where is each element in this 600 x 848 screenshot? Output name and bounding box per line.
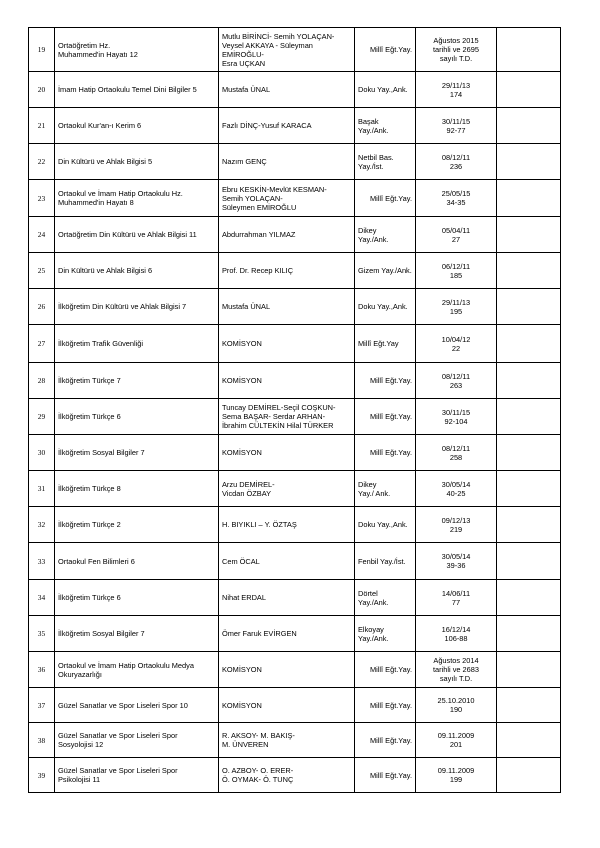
row-number-cell: 28 <box>29 363 55 399</box>
book-title-cell: İlköğretim Türkçe 2 <box>55 507 219 543</box>
approval-date-cell: 08/12/11 258 <box>416 435 497 471</box>
publisher-cell: Doku Yay.,Ank. <box>355 289 416 325</box>
authors-cell: Mustafa ÜNAL <box>219 72 355 108</box>
book-title-cell: İlköğretim Türkçe 6 <box>55 399 219 435</box>
table-row <box>29 217 561 253</box>
empty-cell <box>497 363 561 399</box>
table-row <box>29 688 561 723</box>
empty-cell <box>497 723 561 758</box>
approval-date-cell: 25.10.2010 190 <box>416 688 497 723</box>
row-number-cell: 26 <box>29 289 55 325</box>
empty-cell <box>497 253 561 289</box>
book-title-cell: İlköğretim Sosyal Bilgiler 7 <box>55 435 219 471</box>
publisher-cell: Başak Yay./Ank. <box>355 108 416 144</box>
empty-cell <box>497 435 561 471</box>
table-row <box>29 108 561 144</box>
empty-cell <box>497 289 561 325</box>
empty-cell <box>497 325 561 363</box>
row-number-cell: 27 <box>29 325 55 363</box>
publisher-cell: Doku Yay.,Ank. <box>355 507 416 543</box>
authors-cell: Ömer Faruk EVİRGEN <box>219 616 355 652</box>
table-row <box>29 399 561 435</box>
publisher-cell: Millî Eğt.Yay. <box>355 399 416 435</box>
authors-cell: Fazlı DİNÇ-Yusuf KARACA <box>219 108 355 144</box>
table-row <box>29 144 561 180</box>
empty-cell <box>497 580 561 616</box>
empty-cell <box>497 471 561 507</box>
book-title-cell: İlköğretim Türkçe 6 <box>55 580 219 616</box>
row-number-cell: 32 <box>29 507 55 543</box>
row-number-cell: 33 <box>29 543 55 580</box>
table-row <box>29 471 561 507</box>
table-row <box>29 325 561 363</box>
table-row <box>29 507 561 543</box>
book-title-cell: Ortaöğretim Din Kültürü ve Ahlak Bilgisi 11 <box>55 217 219 253</box>
row-number-cell: 35 <box>29 616 55 652</box>
publisher-cell: Fenbil Yay./İst. <box>355 543 416 580</box>
publisher-cell: Millî Eğt.Yay. <box>355 435 416 471</box>
approval-date-cell: 14/06/11 77 <box>416 580 497 616</box>
empty-cell <box>497 507 561 543</box>
table-row <box>29 723 561 758</box>
authors-cell: KOMİSYON <box>219 325 355 363</box>
publisher-cell: Doku Yay.,Ank. <box>355 72 416 108</box>
book-title-cell: Ortaokul ve İmam Hatip Ortaokulu Medya Okuryazarlığı <box>55 652 219 688</box>
book-title-cell: Ortaokul Fen Bilimleri 6 <box>55 543 219 580</box>
row-number-cell: 20 <box>29 72 55 108</box>
authors-cell: H. BIYIKLI – Y. ÖZTAŞ <box>219 507 355 543</box>
row-number-cell: 36 <box>29 652 55 688</box>
authors-cell: Mutlu BİRİNCİ- Semih YOLAÇAN- Veysel AKKAYA - Süleyman EMİROĞLU- Esra UÇKAN <box>219 28 355 72</box>
publisher-cell: Dörtel Yay./Ank. <box>355 580 416 616</box>
approval-date-cell: 30/05/14 40-25 <box>416 471 497 507</box>
row-number-cell: 21 <box>29 108 55 144</box>
approval-date-cell: 06/12/11 185 <box>416 253 497 289</box>
row-number-cell: 29 <box>29 399 55 435</box>
authors-cell: KOMİSYON <box>219 363 355 399</box>
book-title-cell: İlköğretim Türkçe 8 <box>55 471 219 507</box>
authors-cell: Arzu DEMİREL- Vicdan ÖZBAY <box>219 471 355 507</box>
authors-cell: Ebru KESKİN-Mevlüt KESMAN- Semih YOLAÇAN- Süleymen EMİROĞLU <box>219 180 355 217</box>
publisher-cell: Millî Eğt.Yay. <box>355 688 416 723</box>
publisher-cell: Millî Eğt.Yay. <box>355 758 416 793</box>
approval-date-cell: 05/04/11 27 <box>416 217 497 253</box>
approval-date-cell: Ağustos 2014 tarihli ve 2683 sayılı T.D. <box>416 652 497 688</box>
approval-date-cell: 29/11/13 174 <box>416 72 497 108</box>
approval-date-cell: 10/04/12 22 <box>416 325 497 363</box>
empty-cell <box>497 72 561 108</box>
authors-cell: KOMİSYON <box>219 652 355 688</box>
publisher-cell: Millî Eğt.Yay. <box>355 28 416 72</box>
row-number-cell: 34 <box>29 580 55 616</box>
book-title-cell: Ortaokul ve İmam Hatip Ortaokulu Hz. Muhammed'in Hayatı 8 <box>55 180 219 217</box>
empty-cell <box>497 758 561 793</box>
authors-cell: Prof. Dr. Recep KILIÇ <box>219 253 355 289</box>
authors-cell: O. AZBOY- O. ERER- Ö. OYMAK- Ö. TUNÇ <box>219 758 355 793</box>
book-title-cell: İlköğretim Türkçe 7 <box>55 363 219 399</box>
table-row <box>29 363 561 399</box>
table-row <box>29 616 561 652</box>
row-number-cell: 38 <box>29 723 55 758</box>
publisher-cell: Millî Eğt.Yay. <box>355 363 416 399</box>
approval-date-cell: 08/12/11 236 <box>416 144 497 180</box>
publisher-cell: Gizem Yay./Ank. <box>355 253 416 289</box>
table-row <box>29 180 561 217</box>
publisher-cell: Elkoyay Yay./Ank. <box>355 616 416 652</box>
book-title-cell: Ortaokul Kur'an-ı Kerim 6 <box>55 108 219 144</box>
approval-date-cell: 30/11/15 92-104 <box>416 399 497 435</box>
publisher-cell: Millî Eğt.Yay <box>355 325 416 363</box>
authors-cell: Abdurrahman YILMAZ <box>219 217 355 253</box>
publisher-cell: Dikey Yay./Ank. <box>355 217 416 253</box>
empty-cell <box>497 652 561 688</box>
approval-date-cell: 25/05/15 34-35 <box>416 180 497 217</box>
approval-date-cell: 09/12/13 219 <box>416 507 497 543</box>
table-row <box>29 543 561 580</box>
table-body <box>29 28 561 793</box>
publisher-cell: Dikey Yay./ Ank. <box>355 471 416 507</box>
book-title-cell: Güzel Sanatlar ve Spor Liseleri Spor 10 <box>55 688 219 723</box>
authors-cell: Nazım GENÇ <box>219 144 355 180</box>
row-number-cell: 22 <box>29 144 55 180</box>
row-number-cell: 23 <box>29 180 55 217</box>
book-title-cell: İlköğretim Sosyal Bilgiler 7 <box>55 616 219 652</box>
row-number-cell: 24 <box>29 217 55 253</box>
table-row <box>29 435 561 471</box>
book-title-cell: Din Kültürü ve Ahlak Bilgisi 5 <box>55 144 219 180</box>
book-title-cell: Ortaöğretim Hz. Muhammed'in Hayatı 12 <box>55 28 219 72</box>
approval-date-cell: 30/05/14 39-36 <box>416 543 497 580</box>
publisher-cell: Millî Eğt.Yay. <box>355 180 416 217</box>
row-number-cell: 39 <box>29 758 55 793</box>
book-list-table <box>28 27 561 793</box>
empty-cell <box>497 180 561 217</box>
book-title-cell: İlköğretim Trafik Güvenliği <box>55 325 219 363</box>
publisher-cell: Millî Eğt.Yay. <box>355 723 416 758</box>
empty-cell <box>497 543 561 580</box>
table-row <box>29 72 561 108</box>
approval-date-cell: Ağustos 2015 tarihli ve 2695 sayılı T.D. <box>416 28 497 72</box>
table-row <box>29 580 561 616</box>
table-row <box>29 758 561 793</box>
empty-cell <box>497 108 561 144</box>
table-row <box>29 652 561 688</box>
empty-cell <box>497 217 561 253</box>
approval-date-cell: 29/11/13 195 <box>416 289 497 325</box>
empty-cell <box>497 616 561 652</box>
authors-cell: KOMİSYON <box>219 688 355 723</box>
empty-cell <box>497 688 561 723</box>
empty-cell <box>497 28 561 72</box>
row-number-cell: 25 <box>29 253 55 289</box>
book-title-cell: Güzel Sanatlar ve Spor Liseleri Spor Psikolojisi 11 <box>55 758 219 793</box>
authors-cell: R. AKSOY- M. BAKIŞ- M. ÜNVEREN <box>219 723 355 758</box>
authors-cell: Nihat ERDAL <box>219 580 355 616</box>
publisher-cell: Millî Eğt.Yay. <box>355 652 416 688</box>
table-row <box>29 28 561 72</box>
authors-cell: Tuncay DEMİREL-Seçil COŞKUN- Sema BAŞAR- Serdar ARHAN- İbrahim CÜLTEKİN Hilal TÜRKER <box>219 399 355 435</box>
approval-date-cell: 30/11/15 92-77 <box>416 108 497 144</box>
book-title-cell: İlköğretim Din Kültürü ve Ahlak Bilgisi 7 <box>55 289 219 325</box>
authors-cell: Cem ÖCAL <box>219 543 355 580</box>
table-row <box>29 253 561 289</box>
empty-cell <box>497 399 561 435</box>
authors-cell: KOMİSYON <box>219 435 355 471</box>
approval-date-cell: 08/12/11 263 <box>416 363 497 399</box>
approval-date-cell: 09.11.2009 201 <box>416 723 497 758</box>
publisher-cell: Netbil Bas. Yay./İst. <box>355 144 416 180</box>
authors-cell: Mustafa ÜNAL <box>219 289 355 325</box>
empty-cell <box>497 144 561 180</box>
row-number-cell: 31 <box>29 471 55 507</box>
book-title-cell: İmam Hatip Ortaokulu Temel Dini Bilgiler 5 <box>55 72 219 108</box>
row-number-cell: 37 <box>29 688 55 723</box>
row-number-cell: 19 <box>29 28 55 72</box>
approval-date-cell: 16/12/14 106-88 <box>416 616 497 652</box>
book-title-cell: Güzel Sanatlar ve Spor Liseleri Spor Sosyolojisi 12 <box>55 723 219 758</box>
book-title-cell: Din Kültürü ve Ahlak Bilgisi 6 <box>55 253 219 289</box>
row-number-cell: 30 <box>29 435 55 471</box>
table-row <box>29 289 561 325</box>
approval-date-cell: 09.11.2009 199 <box>416 758 497 793</box>
